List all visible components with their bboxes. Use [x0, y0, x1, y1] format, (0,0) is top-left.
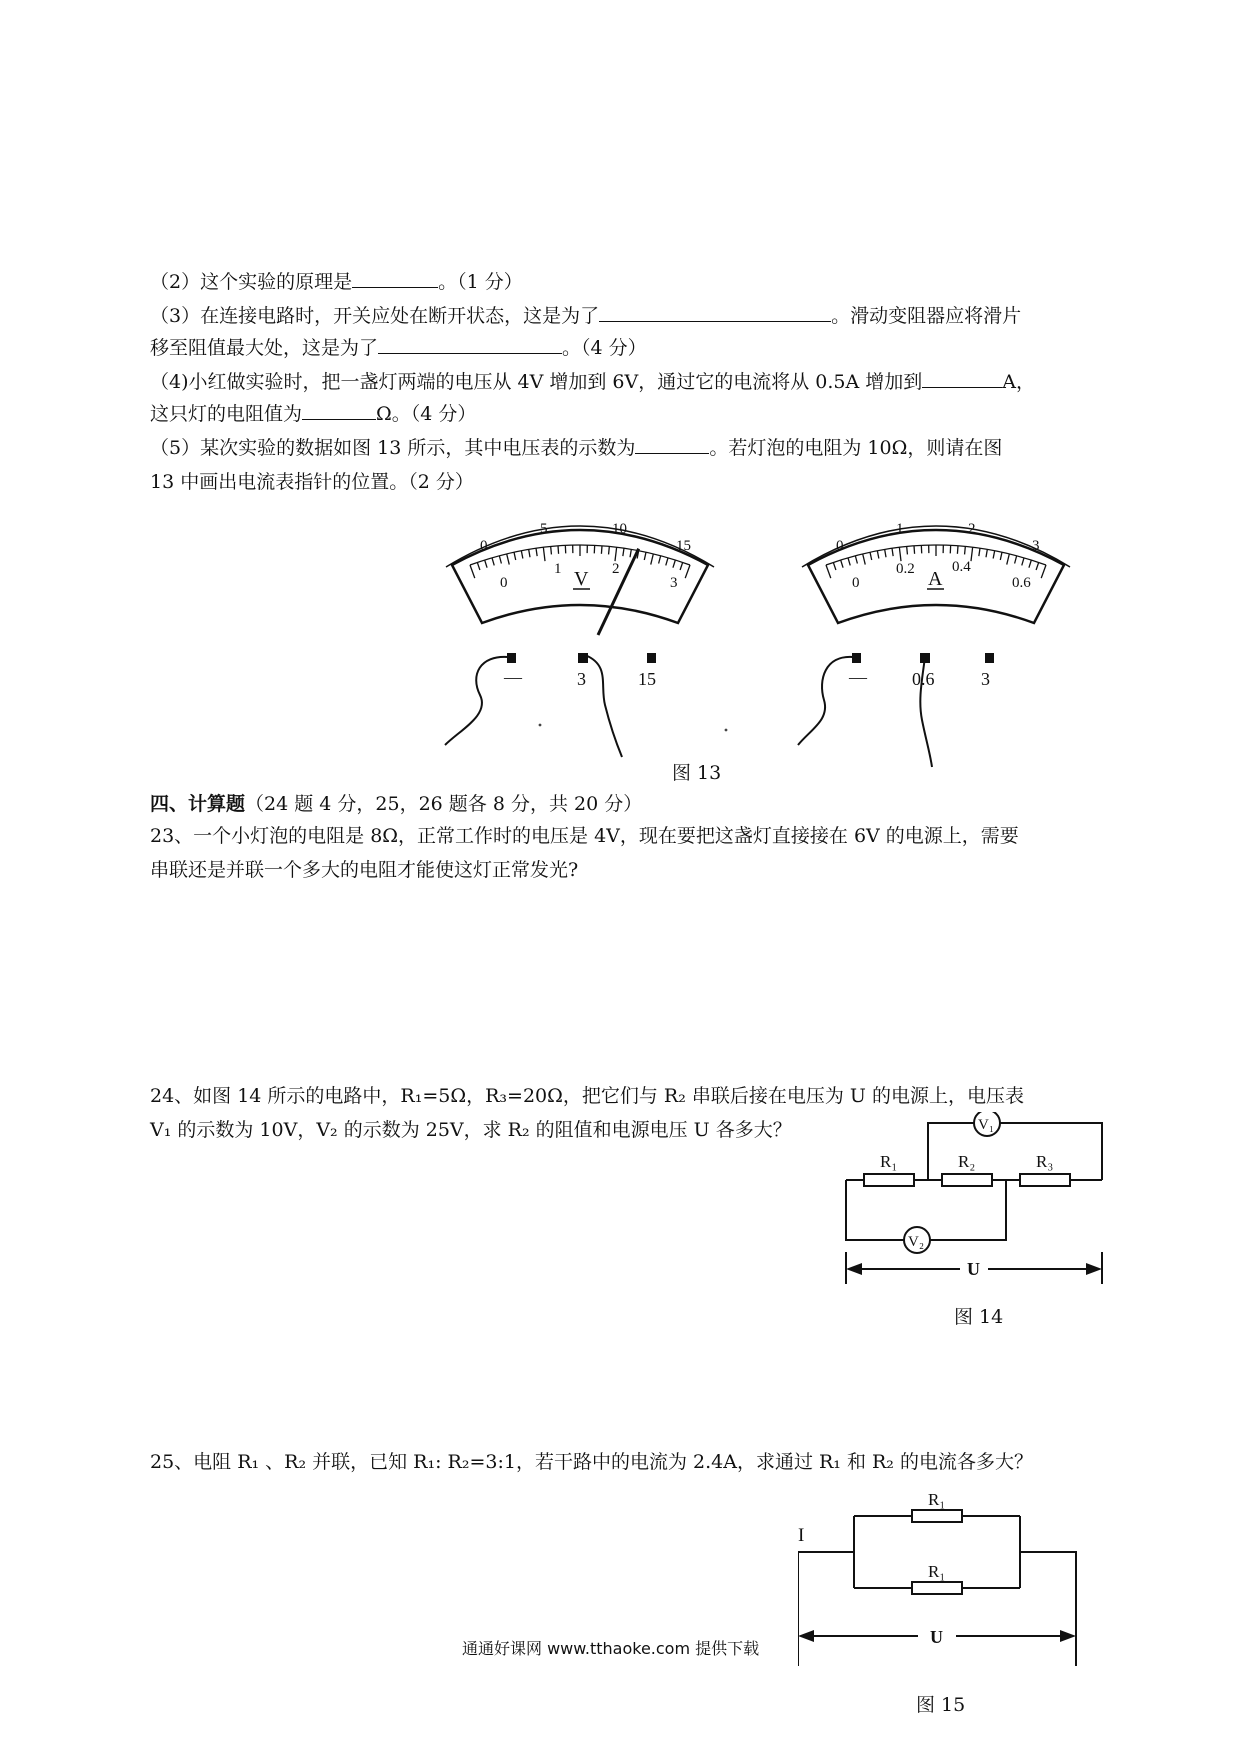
section4-title: 四、计算题 [150, 793, 246, 815]
ammeter-terminal-neg-label: — [849, 667, 867, 687]
v1-label: V₁ [978, 1117, 995, 1133]
voltmeter-inner-1: 1 [554, 561, 562, 577]
voltmeter [445, 521, 714, 757]
scale-tick [877, 551, 879, 559]
q4-line2 [150, 400, 476, 428]
scale-tick [609, 546, 610, 554]
scale-tick [536, 548, 537, 556]
q3-text-1a: （3）在连接电路时，开关应处在断开状态，这是为了 [150, 305, 600, 327]
r-top-label: R₁ [928, 1490, 946, 1509]
q4-blank-1[interactable] [922, 369, 1002, 388]
scale-tick [543, 547, 545, 561]
scale-tick [892, 548, 893, 556]
voltmeter-wire-3 [585, 655, 622, 757]
ammeter-symbol: A [928, 568, 943, 590]
scale-tick [979, 548, 980, 556]
figure-15-caption: 图 15 [916, 1694, 966, 1716]
ammeter-inner-0.4: 0.4 [952, 559, 971, 575]
scale-tick [993, 551, 995, 559]
voltage-label: U [930, 1627, 943, 1647]
v2-label: V₂ [908, 1234, 925, 1250]
scale-tick [899, 547, 901, 561]
voltmeter-outer-10: 10 [612, 521, 627, 537]
q5-text-1a: （5）某次实验的数据如图 13 所示，其中电压表的示数为 [150, 437, 636, 459]
q3-line2 [150, 334, 647, 362]
scale-tick [1041, 565, 1046, 578]
scale-tick [680, 562, 683, 570]
q4-text-2b: Ω。（4 分） [376, 403, 477, 425]
scale-tick [499, 556, 501, 564]
voltmeter-inner-0: 0 [500, 575, 508, 591]
q3-text-2b: 。（4 分） [562, 337, 647, 359]
voltmeter-inner-3: 3 [670, 575, 678, 591]
figure-13-caption: 图 13 [672, 762, 722, 784]
scale-tick [477, 562, 480, 570]
q4-text-1b: A， [1002, 371, 1035, 393]
resistor-r1 [864, 1174, 914, 1186]
current-label: I [798, 1525, 805, 1546]
scale-tick [529, 549, 530, 557]
scale-tick [659, 556, 661, 564]
q2-text: （2）这个实验的原理是 [150, 271, 353, 293]
ammeter-inner-0.2: 0.2 [896, 561, 915, 577]
voltmeter-outer-15: 15 [676, 538, 691, 554]
scale-tick [644, 552, 646, 560]
q5-line1 [150, 434, 1002, 462]
ammeter-inner-0: 0 [852, 575, 860, 591]
ammeter-terminal-3 [985, 653, 994, 663]
r2-label: R₂ [958, 1152, 976, 1171]
scale-tick [485, 560, 487, 568]
scale-tick [615, 547, 617, 561]
resistor-r2 [942, 1174, 992, 1186]
q2-line [150, 268, 523, 296]
r3-label: R₃ [1036, 1152, 1054, 1171]
q3-text-1b: 。滑动变阻器应将滑片 [831, 305, 1022, 327]
q4-text-1a: （4)小红做实验时，把一盏灯两端的电压从 4V 增加到 6V，通过它的电流将从 0.5A 增加到 [150, 371, 923, 393]
q23-line1: 23、一个小灯泡的电阻是 8Ω，正常工作时的电压是 4V，现在要把这盏灯直接接在 6V 的电源上，需要 [150, 825, 1019, 847]
voltmeter-inner-2: 2 [612, 561, 620, 577]
scale-tick [630, 549, 631, 557]
u-label: U [967, 1259, 980, 1279]
figure-15 [798, 1486, 1098, 1686]
ammeter-terminal-3-label: 3 [981, 669, 990, 689]
figure-14 [836, 1112, 1114, 1302]
ammeter-terminal-0.6-label: 0.6 [912, 669, 935, 689]
scale-tick [986, 549, 987, 557]
q4-blank-2[interactable] [302, 401, 376, 420]
q3-text-2a: 移至阻值最大处，这是为了 [150, 337, 379, 359]
scale-tick [914, 546, 915, 554]
ammeter-terminal-neg [852, 653, 861, 663]
scale-tick [521, 551, 523, 559]
section4-note: （24 题 4 分，25，26 题各 8 分，共 20 分） [245, 793, 643, 815]
voltmeter-symbol: V [574, 568, 589, 590]
scale-tick [1000, 552, 1002, 560]
ammeter [798, 521, 1070, 767]
voltmeter-terminal-15-label: 15 [638, 669, 656, 689]
scale-tick [870, 552, 872, 560]
figure-14-caption: 图 14 [954, 1306, 1004, 1328]
voltmeter-terminal-neg-label: — [504, 667, 522, 687]
resistor-top [912, 1510, 962, 1522]
voltmeter-outer-0: 0 [480, 538, 488, 554]
voltmeter-terminal-neg [507, 653, 516, 663]
ammeter-outer-1: 1 [896, 521, 904, 537]
scale-tick [826, 565, 831, 578]
scale-tick [601, 546, 602, 554]
scale-tick [551, 546, 552, 554]
scale-tick [907, 546, 908, 554]
voltmeter-terminal-15 [647, 653, 656, 663]
scale-tick [971, 547, 973, 561]
scale-tick [957, 546, 958, 554]
scale-tick [848, 558, 850, 566]
scale-tick [507, 554, 510, 565]
q3-blank-2[interactable] [378, 335, 562, 354]
scale-tick [885, 549, 886, 557]
voltmeter-terminal-3 [578, 653, 588, 663]
scale-tick [841, 560, 843, 568]
scale-tick [685, 565, 690, 578]
q4-line1 [150, 368, 1035, 396]
voltmeter-wire-neg [445, 657, 508, 745]
scale-tick [470, 565, 475, 578]
resistor-bottom [912, 1582, 962, 1594]
q5-text-1b: 。若灯泡的电阻为 10Ω，则请在图 [709, 437, 1003, 459]
q5-line2: 13 中画出电流表指针的位置。（2 分） [150, 471, 474, 493]
scale-tick [1029, 560, 1031, 568]
q25-line1: 25、电阻 R₁ 、R₂ 并联，已知 R₁: R₂=3:1，若干路中的电流为 2.4A，求通过 R₁ 和 R₂ 的电流各多大？ [150, 1451, 1033, 1473]
q2-score: 。（1 分） [438, 271, 523, 293]
voltmeter-outer-5: 5 [540, 521, 548, 537]
q3-blank-1[interactable] [599, 303, 831, 322]
scale-tick [666, 558, 668, 566]
scale-tick [673, 560, 675, 568]
ammeter-outer-2: 2 [968, 521, 976, 537]
ammeter-outer-3: 3 [1032, 538, 1040, 554]
scale-tick [855, 556, 857, 564]
q3-line1 [150, 302, 1021, 330]
scale-tick [1015, 556, 1017, 564]
footer-watermark: 通通好课网 www.tthaoke.com 提供下载 [462, 1639, 760, 1658]
scale-tick [965, 546, 966, 554]
scale-tick [514, 552, 516, 560]
section4-heading [150, 790, 642, 818]
scale-tick [1007, 554, 1010, 565]
q24-line1: 24、如图 14 所示的电路中，R₁=5Ω，R₃=20Ω，把它们与 R₂ 串联后接在电压为 U 的电源上，电压表 [150, 1085, 1024, 1107]
q23-line2: 串联还是并联一个多大的电阻才能使这灯正常发光? [150, 859, 579, 881]
ammeter-inner-0.6: 0.6 [1012, 575, 1031, 591]
scale-tick [1022, 558, 1024, 566]
q5-blank[interactable] [635, 435, 709, 454]
ammeter-outer-0: 0 [836, 538, 844, 554]
q2-blank[interactable] [352, 269, 438, 288]
q4-text-2a: 这只灯的电阻值为 [150, 403, 303, 425]
ammeter-wire-neg [798, 657, 853, 745]
resistor-r3 [1020, 1174, 1070, 1186]
r1-label: R₁ [880, 1152, 898, 1171]
scale-tick [492, 558, 494, 566]
scale-tick [833, 562, 836, 570]
scale-tick [863, 554, 866, 565]
scale-tick [1036, 562, 1039, 570]
scale-tick [558, 546, 559, 554]
figure-13 [440, 505, 1090, 770]
voltmeter-terminal-3-label: 3 [577, 669, 586, 689]
q24-line2: V₁ 的示数为 10V，V₂ 的示数为 25V，求 R₂ 的阻值和电源电压 U 各多大？ [150, 1119, 792, 1141]
scale-tick [651, 554, 654, 565]
r-bottom-label: R₁ [928, 1562, 946, 1581]
scale-tick [623, 548, 624, 556]
